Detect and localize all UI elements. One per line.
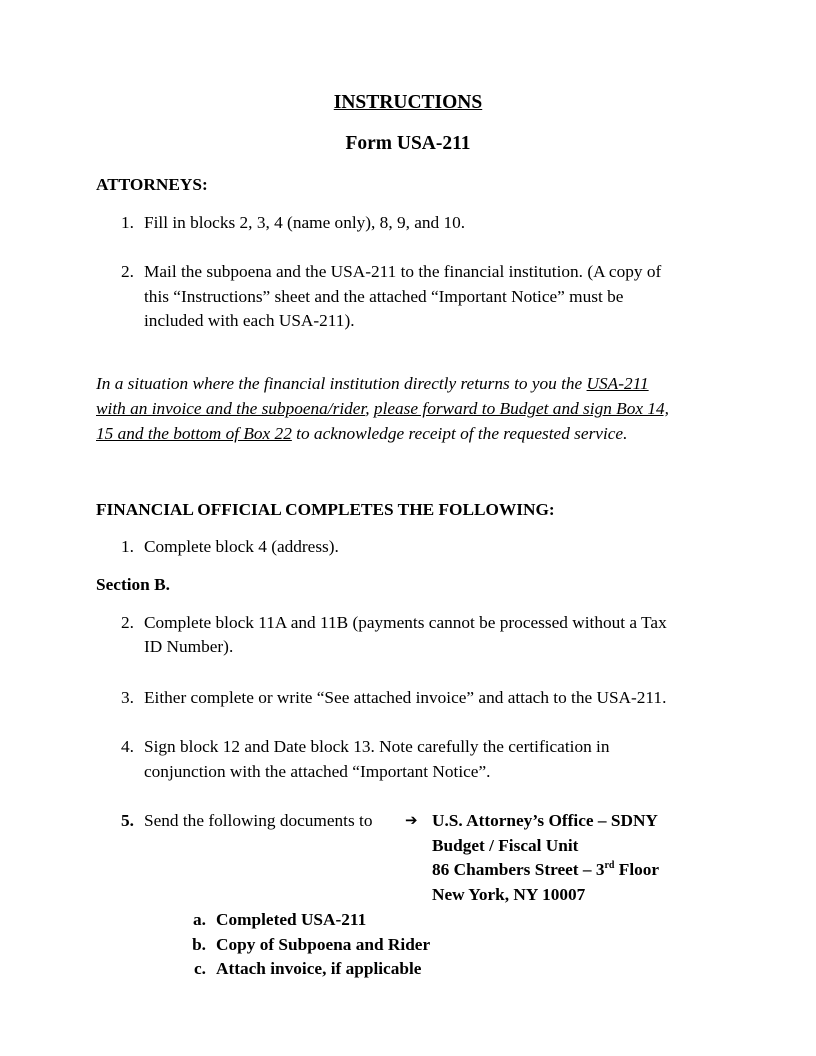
financial-step-2-line-1: Complete block 11A and 11B (payments cannot be processed without a Tax [144, 613, 667, 632]
list-number: 2. [121, 613, 134, 632]
note-text: , [365, 399, 374, 418]
financial-step-4-line-1: Sign block 12 and Date block 13. Note carefully the certification in [144, 737, 610, 756]
note-text: In a situation where the financial institution directly returns to you the [96, 374, 587, 393]
note-underlined-text: 15 and the bottom of Box 22 [96, 424, 292, 443]
arrow-right-icon: ➔ [405, 811, 418, 829]
list-number: 3. [121, 688, 134, 707]
note-line-2 [96, 400, 669, 417]
document-item-b: Copy of Subpoena and Rider [216, 935, 431, 954]
address-superscript: rd [604, 860, 615, 872]
attorney-step-2-line-3: included with each USA-211). [144, 311, 355, 330]
financial-step-3: Either complete or write “See attached invoice” and attach to the USA-211. [144, 688, 667, 707]
financial-step-4-line-2: conjunction with the attached “Important Notice”. [144, 762, 491, 781]
document-item-a: Completed USA-211 [216, 910, 367, 929]
note-underlined-text: USA-211 [586, 374, 649, 393]
list-number: 4. [121, 737, 134, 756]
note-underlined-text: please forward to Budget and sign Box 14, [373, 399, 669, 418]
attorney-step-2-line-2: this “Instructions” sheet and the attached “Important Notice” must be [144, 287, 624, 306]
list-number: 2. [121, 262, 134, 281]
financial-step-5: Send the following documents to [144, 811, 373, 830]
list-letter: c. [194, 959, 206, 978]
form-subtitle: Form USA-211 [345, 133, 471, 154]
note-underlined-text: with an invoice and the subpoena/rider [96, 399, 366, 418]
attorney-step-2-line-1: Mail the subpoena and the USA-211 to the financial institution. (A copy of [144, 262, 662, 281]
list-number: 5. [121, 811, 134, 830]
list-letter: a. [193, 910, 206, 929]
attorney-step-1: Fill in blocks 2, 3, 4 (name only), 8, 9, and 10. [144, 213, 466, 232]
page-title: INSTRUCTIONS [333, 92, 483, 113]
financial-step-1: Complete block 4 (address). [144, 537, 339, 556]
document-item-c: Attach invoice, if applicable [216, 959, 422, 978]
address-line-4: New York, NY 10007 [432, 885, 586, 904]
list-number: 1. [121, 537, 134, 556]
address-floor: Floor [614, 860, 660, 879]
list-number: 1. [121, 213, 134, 232]
address-line-1: U.S. Attorney’s Office – SDNY [432, 811, 658, 830]
financial-step-2-line-2: ID Number). [144, 637, 234, 656]
section-label: Section B. [96, 575, 170, 594]
note-line-3 [96, 425, 627, 442]
address-street: 86 Chambers Street – 3 [432, 860, 605, 879]
list-letter: b. [192, 935, 206, 954]
financial-heading: FINANCIAL OFFICIAL COMPLETES THE FOLLOWING: [96, 500, 555, 519]
address-line-2: Budget / Fiscal Unit [432, 836, 579, 855]
note-line-1 [96, 375, 649, 392]
attorneys-heading: ATTORNEYS: [96, 175, 208, 194]
address-line-3 [432, 861, 659, 878]
note-text: to acknowledge receipt of the requested service. [291, 424, 628, 443]
